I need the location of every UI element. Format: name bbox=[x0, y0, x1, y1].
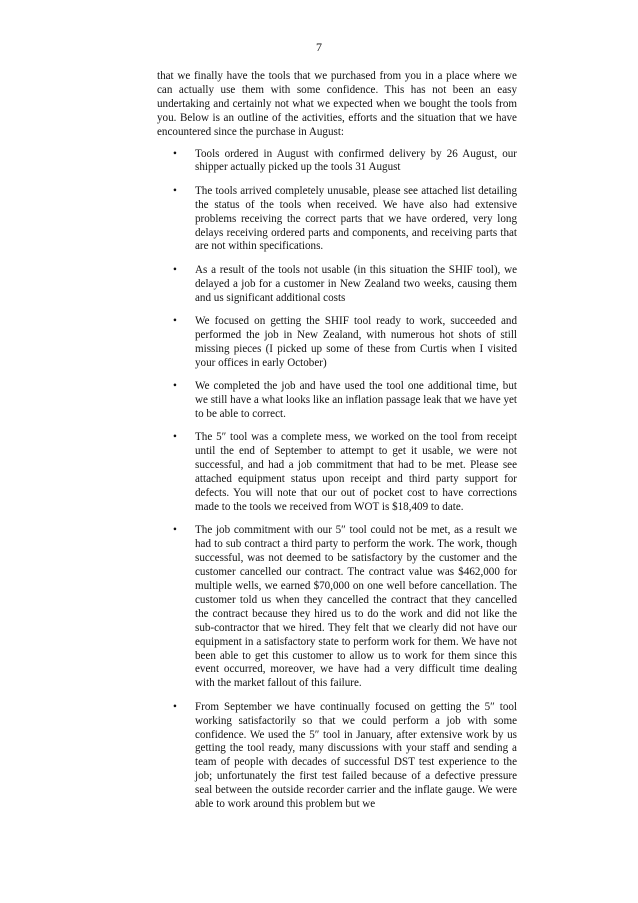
list-item bbox=[157, 524, 517, 691]
list-item bbox=[157, 148, 517, 176]
list-item bbox=[157, 185, 517, 255]
list-item-text: As a result of the tools not usable (in this situation the SHIF tool), we delayed a job for a customer in New Zealand two weeks, causing them and us significant additional costs bbox=[195, 263, 517, 304]
bullet-icon: • bbox=[173, 315, 177, 328]
bullet-icon: • bbox=[173, 700, 177, 713]
list-item bbox=[157, 431, 517, 514]
list-item-text: The 5″ tool was a complete mess, we worked on the tool from receipt until the end of September to attempt to get it usable, we were not successful, and had a job commitment that had to be met. Please see attached equipment status upon receipt and third party support for defects. You will note that our out of pocket cost to have corrections made to the tools we received from WOT is $18,409 to date. bbox=[195, 431, 517, 513]
activity-list bbox=[157, 148, 517, 812]
list-item-text: The job commitment with our 5″ tool could not be met, as a result we had to sub contract a third party to perform the work. The work, though successful, was not deemed to be satisfactory by the customer and the customer cancelled our contract. The contract value was $462,000 for multiple wells, we earned $70,000 on one well before cancellation. The customer told us when they cancelled the contract that they cancelled the contract because they hired us to do the work and did not like the sub-contractor that we hired. They felt that we clearly did not have our equipment in a satisfactory state to perform work for them. We have not been able to get this customer to allow us to work for them since this event occurred, moreover, we have had a very difficult time dealing with the market fallout of this failure. bbox=[195, 524, 517, 690]
bullet-icon: • bbox=[173, 184, 177, 197]
bullet-icon: • bbox=[173, 147, 177, 160]
list-item-text: Tools ordered in August with confirmed delivery by 26 August, our shipper actually picked up the tools 31 August bbox=[195, 147, 517, 174]
bullet-icon: • bbox=[173, 380, 177, 393]
bullet-icon: • bbox=[173, 431, 177, 444]
list-item bbox=[157, 701, 517, 812]
list-item-text: From September we have continually focused on getting the 5″ tool working satisfactorily so that we could perform a job with some confidence. We used the 5″ tool in January, after extensive work by us getting the tool ready, many discussions with your staff and sending a team of people with decades of successful DST test experience to the job; unfortunately the first test failed because of a defective pressure seal between the outside recorder carrier and the inflate gauge. We were able to work around this problem but we bbox=[195, 700, 517, 811]
list-item bbox=[157, 264, 517, 306]
list-item bbox=[157, 380, 517, 422]
list-item bbox=[157, 315, 517, 371]
list-item-text: We focused on getting the SHIF tool ready to work, succeeded and performed the job in New Zealand, with numerous hot shots of still missing pieces (I picked up some of these from Curtis when I visited your offices in early October) bbox=[195, 315, 517, 369]
bullet-icon: • bbox=[173, 263, 177, 276]
bullet-icon: • bbox=[173, 524, 177, 537]
page-number: 7 bbox=[316, 40, 322, 54]
list-item-text: We completed the job and have used the tool one additional time, but we still have a what looks like an inflation passage leak that we have yet to be able to correct. bbox=[195, 380, 517, 421]
list-item-text: The tools arrived completely unusable, please see attached list detailing the status of the tools when received. We have also had extensive problems receiving the correct parts that we have ordered, very long delays receiving ordered parts and components, and receiving parts that are not within specifications. bbox=[195, 184, 517, 253]
intro-paragraph: that we finally have the tools that we purchased from you in a place where we can actually use them with some confidence. This has not been an easy undertaking and certainly not what we expected when we bought the tools from you. Below is an outline of the activities, efforts and the situation that we have encountered since the purchase in August: bbox=[157, 70, 517, 138]
letter-body bbox=[157, 70, 517, 822]
